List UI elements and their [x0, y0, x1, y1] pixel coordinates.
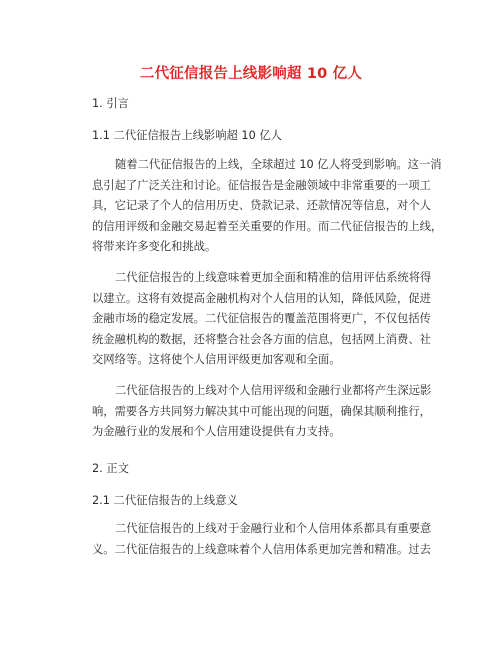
paragraph-line: 将带来许多变化和挑战。	[92, 240, 217, 254]
paragraph-4	[92, 519, 432, 560]
section-heading-1: 1. 引言	[92, 97, 129, 110]
paragraph-line: 以建立。这将有效提高金融机构对个人信用的认知，降低风险，促进	[92, 291, 431, 305]
subsection-heading-2-1: 2.1 二代征信报告的上线意义	[92, 494, 238, 507]
paragraph-line: 随着二代征信报告的上线，全球超过 10 亿人将受到影响。这一消	[115, 158, 442, 171]
document-title: 二代征信报告上线影响超 10 亿人	[139, 66, 363, 82]
paragraph-line: 为金融行业的发展和个人信用建设提供有力支持。	[92, 425, 341, 439]
paragraph-line: 二代征信报告的上线意味着更加全面和精准的信用评估系统将得	[115, 271, 432, 284]
paragraph-1	[92, 155, 443, 258]
paragraph-line: 二代征信报告的上线对于金融行业和个人信用体系都具有重要意	[115, 522, 432, 535]
paragraph-line: 具，它记录了个人的信用历史、贷款记录、还款情况等信息，对个人	[92, 199, 431, 213]
paragraph-3	[92, 381, 432, 443]
paragraph-line: 的信用评级和金融交易起着至关重要的作用。而二代征信报告的上线，	[92, 219, 443, 233]
section-heading-2: 2. 正文	[92, 462, 129, 475]
subsection-heading-1-1: 1.1 二代征信报告上线影响超 10 亿人	[92, 129, 282, 142]
paragraph-line: 息引起了广泛关注和讨论。征信报告是金融领域中非常重要的一项工	[92, 178, 431, 192]
paragraph-2	[92, 268, 432, 371]
paragraph-line: 金融市场的稳定发展。二代征信报告的覆盖范围将更广，不仅包括传	[92, 312, 431, 326]
paragraph-line: 统金融机构的数据，还将整合社会各方面的信息，包括网上消费、社	[92, 332, 431, 346]
paragraph-line: 二代征信报告的上线对个人信用评级和金融行业都将产生深远影	[115, 384, 432, 397]
paragraph-line: 响，需要各方共同努力解决其中可能出现的问题，确保其顺利推行，	[92, 404, 431, 418]
paragraph-line: 义。二代征信报告的上线意味着个人信用体系更加完善和精准。过去	[92, 542, 431, 556]
paragraph-line: 交网络等。这将使个人信用评级更加客观和全面。	[92, 353, 341, 367]
